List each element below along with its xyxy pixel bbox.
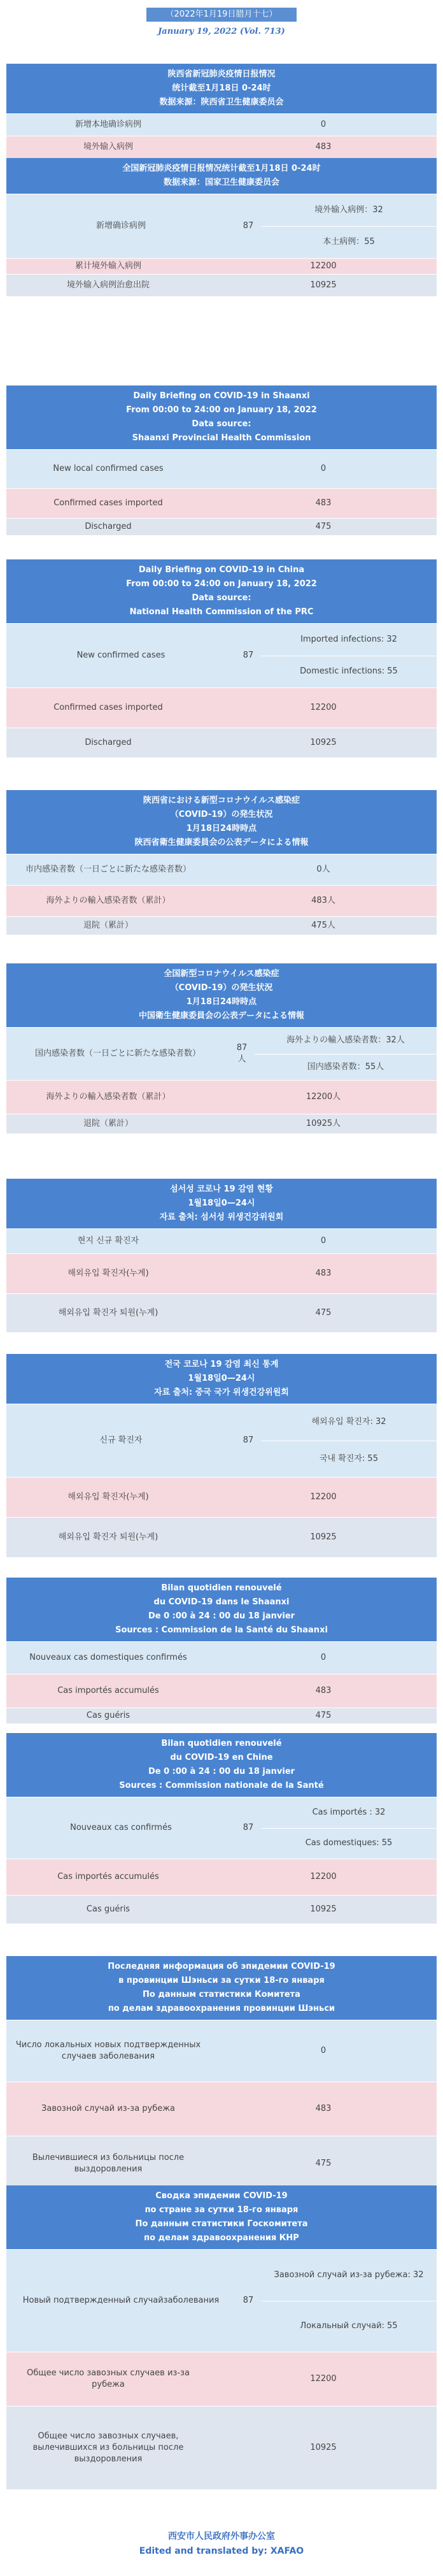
fr-province-table	[6, 1578, 437, 1723]
table-row: Новый подтвержденный случайзаболевания 87 Завозной случай из-за рубежа: 32 Локальный случай: 55	[6, 2249, 437, 2352]
table-row: Cas importés accumulés 483	[6, 1674, 437, 1708]
table-row: Cas importés accumulés 12200	[6, 1859, 437, 1895]
date-banner: （2022年1月19日腊月十七）	[146, 8, 297, 22]
table-row: 国内感染者数（一日ごとに新たな感染者数） 87人 海外よりの輸入感染者数：32人 国内感染者数：55人	[6, 1027, 437, 1080]
table-row: Завозной случай из-за рубежа 483	[6, 2082, 437, 2136]
table-title: Bilan quotidien renouvelé du COVID-19 en Chine De 0 :00 à 24 : 00 du 18 janvier Sources : Commission nationale de la Santé	[6, 1733, 437, 1797]
table-row: Nouveaux cas confirmés 87 Cas importés : 32 Cas domestiques: 55	[6, 1797, 437, 1859]
table-row: New confirmed cases 87 Imported infections: 32 Domestic infections: 55	[6, 623, 437, 687]
table-row: Cas guéris 475	[6, 1708, 437, 1723]
fr-national-table	[6, 1733, 437, 1924]
footer	[0, 2529, 443, 2556]
table-title: Daily Briefing on COVID-19 in China From 00:00 to 24:00 on January 18, 2022 Data source: National Health Commission of the PRC	[6, 559, 437, 623]
table-row: Discharged 475	[6, 518, 437, 535]
ru-national-table	[6, 2185, 437, 2489]
table-title: 全国新冠肺炎疫情日报情况统计截至1月18日 0-24时 数据来源：国家卫生健康委员会	[6, 158, 437, 194]
table-title: 전국 코로나 19 감염 최신 통계 1월18일0—24시 자료 출처: 중국 국가 위생건강위원회	[6, 1354, 437, 1404]
table-row: Cas guéris 10925	[6, 1895, 437, 1924]
en-province-table	[6, 385, 437, 535]
table-title: 陝西省における新型コロナウイルス感染症 （COVID-19）の発生状況 1月18日24時時点 陝西省衛生健康委員会の公表データによる情報	[6, 790, 437, 854]
table-row: Confirmed cases imported 483	[6, 488, 437, 518]
table-title: 全国新型コロナウイルス感染症 （COVID-19）の発生状況 1月18日24時時点 中国衛生健康委員会の公表データによる情報	[6, 963, 437, 1027]
table-row: 해외유입 확진자 퇴원(누계) 10925	[6, 1517, 437, 1557]
table-title: 陕西省新冠肺炎疫情日报情况 统计截至1月18日 0-24时 数据来源：陕西省卫生健康委员会	[6, 64, 437, 113]
cn-national-table	[6, 158, 437, 296]
table-row: 현지 신규 확진자 0	[6, 1228, 437, 1253]
table-title: Daily Briefing on COVID-19 in Shaanxi From 00:00 to 24:00 on January 18, 2022 Data source: Shaanxi Provincial Health Commission	[6, 385, 437, 449]
ru-province-table	[6, 1956, 437, 2191]
table-row: 海外よりの輸入感染者数（累計） 483人	[6, 885, 437, 916]
table-row: 市内感染者数（一日ごとに新たな感染者数） 0人	[6, 854, 437, 885]
office-name: 西安市人民政府外事办公室	[168, 2531, 275, 2542]
table-row: 海外よりの輸入感染者数（累計） 12200人	[6, 1080, 437, 1114]
table-row: Вылечившиеся из больницы после выздоровления 475	[6, 2136, 437, 2191]
table-row: Число локальных новых подтвержденных случаев заболевания 0	[6, 2020, 437, 2082]
issue-date: January 19, 2022 (Vol. 713)	[158, 27, 285, 36]
en-national-table	[6, 559, 437, 758]
kr-national-table	[6, 1354, 437, 1557]
table-row: 해외유입 확진자(누계) 12200	[6, 1477, 437, 1517]
jp-national-table	[6, 963, 437, 1133]
kr-province-table	[6, 1179, 437, 1332]
table-row: 累计境外输入病例 12200	[6, 258, 437, 274]
table-title: Сводка эпидемии COVID-19 по стране за сутки 18-го января По данным статистики Госкомитета по делам здравоохранения КНР	[6, 2185, 437, 2249]
table-row: Confirmed cases imported 12200	[6, 687, 437, 728]
jp-province-table	[6, 790, 437, 935]
credit-line: Edited and translated by: XAFAO	[139, 2546, 304, 2556]
table-title: Последняя информация об эпидемии COVID-19 в провинции Шэньси за сутки 18-го января По данным статистики Комитета по делам здравоохранения провинции Шэньси	[6, 1956, 437, 2020]
table-row: 신규 확진자 87 해외유입 확진자: 32 국내 확진자: 55	[6, 1404, 437, 1477]
table-row: Nouveaux cas domestiques confirmés 0	[6, 1641, 437, 1674]
table-row: 退院（累計） 475人	[6, 916, 437, 935]
table-row: 新增本地确诊病例 0	[6, 113, 437, 136]
table-row: Discharged 10925	[6, 728, 437, 758]
table-row: New local confirmed cases 0	[6, 449, 437, 488]
table-row: 新增确诊病例 87 境外输入病例：32 本土病例：55	[6, 194, 437, 258]
table-row: 退院（累計） 10925人	[6, 1114, 437, 1133]
table-row: 해외유입 확진자(누계) 483	[6, 1253, 437, 1293]
table-row: 境外输入病例 483	[6, 136, 437, 158]
table-row: Общее число завозных случаев, вылечившихся из больницы после выздоровления 10925	[6, 2406, 437, 2489]
table-row: 해외유입 확진자 퇴원(누계) 475	[6, 1293, 437, 1332]
table-title: 섬서성 코로나 19 감염 현황 1월18일0—24시 자료 출처: 섬서성 위생건강위원회	[6, 1179, 437, 1228]
table-row: Общее число завозных случаев из-за рубежа 12200	[6, 2352, 437, 2406]
table-title: Bilan quotidien renouvelé du COVID-19 dans le Shaanxi De 0 :00 à 24 : 00 du 18 janvier Sources : Commission de la Santé du Shaanxi	[6, 1578, 437, 1641]
table-row: 境外输入病例治愈出院 10925	[6, 274, 437, 296]
